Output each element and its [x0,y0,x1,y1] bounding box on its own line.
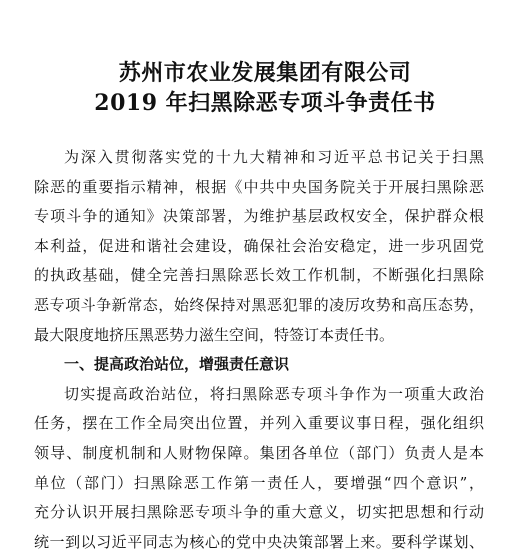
paragraph-line: 除恶的重要指示精神，根据《中共中央国务院关于开展扫黑除恶 [34,177,484,196]
paragraph-line: 统一到以习近平同志为核心的党中央决策部署上来。要科学谋划、 [34,532,484,551]
title-company: 苏州市农业发展集团有限公司 [118,60,412,86]
paragraph-line: 专项斗争的通知》决策部署，为维护基层政权安全，保护群众根 [34,207,484,226]
paragraph-line: 恶专项斗争新常态，始终保持对黑恶犯罪的凌厉攻势和高压态势， [34,295,484,314]
section-heading: 一、提高政治站位，增强责任意识 [64,355,290,374]
paragraph-line: 的执政基础，健全完善扫黑除恶长效工作机制，不断强化扫黑除 [34,266,484,285]
paragraph-line: 充分认识开展扫黑除恶专项斗争的重大意义，切实把思想和行动 [34,503,484,522]
paragraph-line: 为深入贯彻落实党的十九大精神和习近平总书记关于扫黑 [64,148,484,166]
paragraph-line: 切实提高政治站位，将扫黑除恶专项斗争作为一项重大政治 [64,384,484,403]
paragraph-line: 领导、制度机制和人财物保障。集团各单位（部门）负责人是本 [34,443,484,462]
title-subject: 2019 年扫黑除恶专项斗争责任书 [94,90,436,116]
document-title [0,58,530,118]
document-body [34,143,484,557]
paragraph-line: 任务，摆在工作全局突出位置，并列入重要议事日程，强化组织 [34,414,484,433]
paragraph-line: 本利益，促进和谐社会建设，确保社会治安稳定，进一步巩固党 [34,236,484,255]
paragraph-line: 最大限度地挤压黑恶势力滋生空间，特签订本责任书。 [34,325,395,344]
paragraph-line: 单位（部门）扫黑除恶工作第一责任人，要增强“四个意识”， [34,473,484,492]
